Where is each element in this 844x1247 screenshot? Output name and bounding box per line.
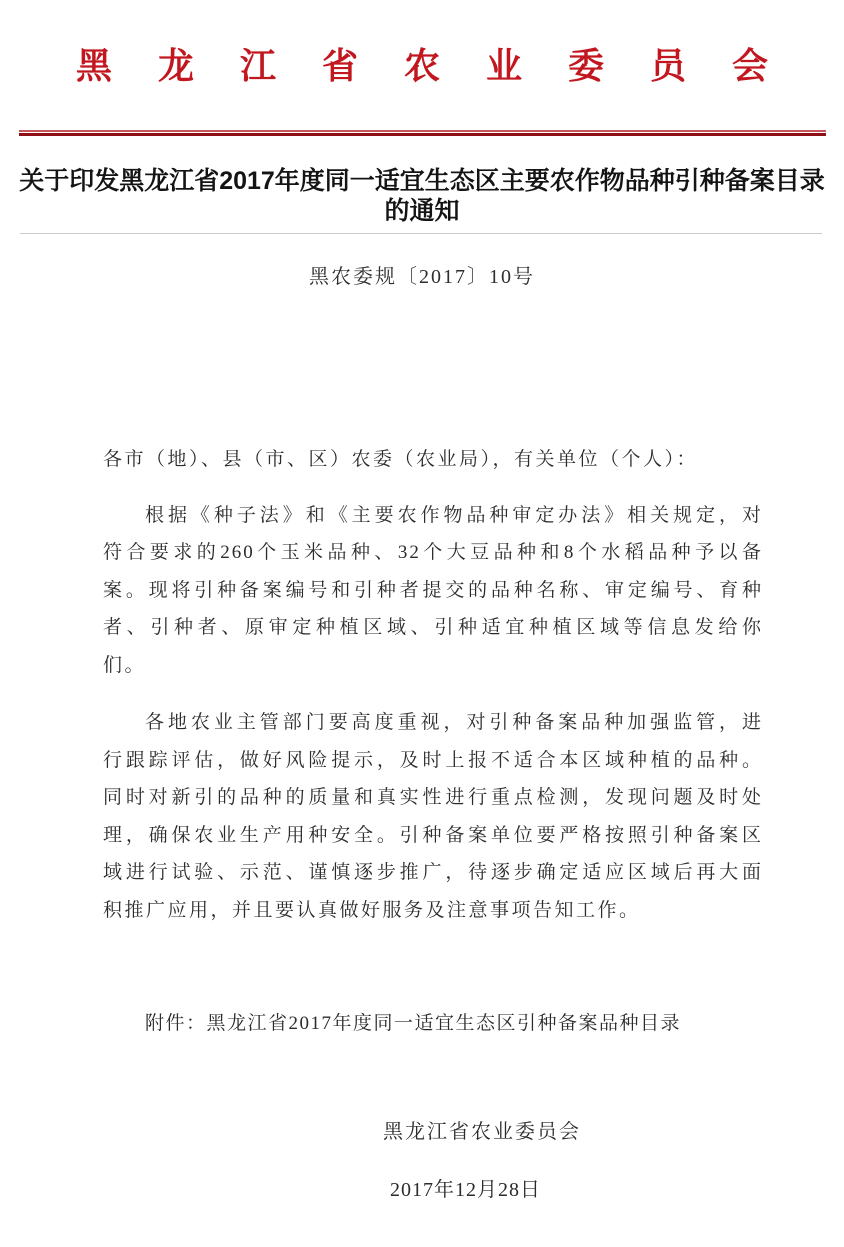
paragraph-1-line: 者、引种者、原审定种植区域、引种适宜种植区域等信息发给你 bbox=[103, 617, 763, 638]
signature-date: 2017年12月28日 bbox=[390, 1179, 541, 1201]
paragraph-2-line: 积推广应用，并且要认真做好服务及注意事项告知工作。 bbox=[103, 899, 641, 921]
document-title-line1: 关于印发黑龙江省2017年度同一适宜生态区主要农作物品种引种备案目录 bbox=[19, 167, 825, 195]
title-divider-line bbox=[20, 233, 822, 234]
red-rule-thin-line bbox=[19, 130, 826, 132]
paragraph-2-line: 行跟踪评估，做好风险提示，及时上报不适合本区域种植的品种。 bbox=[103, 749, 763, 771]
attachment-line: 附件：黑龙江省2017年度同一适宜生态区引种备案品种目录 bbox=[145, 1013, 682, 1034]
paragraph-2-line: 各地农业主管部门要高度重视，对引种备案品种加强监管，进 bbox=[145, 712, 763, 733]
paragraph-2-line: 域进行试验、示范、谨慎逐步推广，待逐步确定适应区域后再大面 bbox=[103, 862, 763, 883]
document-body bbox=[103, 441, 763, 1043]
paragraph-2 bbox=[103, 704, 763, 929]
document-number: 黑农委规〔2017〕10号 bbox=[309, 266, 535, 288]
paragraph-1-line: 们。 bbox=[103, 654, 147, 676]
paragraph-1-line: 根据《种子法》和《主要农作物品种审定办法》相关规定，对 bbox=[145, 504, 763, 526]
red-rule-thick-line bbox=[19, 133, 826, 136]
signature-org-name: 黑龙江省农业委员会 bbox=[383, 1121, 581, 1143]
letterhead-org-name: 黑龙江省农业委员会 bbox=[75, 46, 814, 86]
paragraph-2-line: 同时对新引的品种的质量和真实性进行重点检测，发现问题及时处 bbox=[103, 787, 763, 808]
document-title bbox=[0, 166, 844, 226]
paragraph-1 bbox=[103, 497, 763, 685]
paragraph-2-line: 理，确保农业生产用种安全。引种备案单位要严格按照引种备案区 bbox=[103, 824, 763, 846]
paragraph-1-line: 符合要求的260个玉米品种、32个大豆品种和8个水稻品种予以备 bbox=[103, 542, 763, 563]
letterhead-double-red-rule bbox=[19, 130, 826, 136]
document-title-line2: 的通知 bbox=[384, 197, 460, 225]
paragraph-1-line: 案。现将引种备案编号和引种者提交的品种名称、审定编号、育种 bbox=[103, 579, 763, 601]
salutation-line: 各市（地）、县（市、区）农委（农业局），有关单位（个人）： bbox=[103, 449, 699, 470]
